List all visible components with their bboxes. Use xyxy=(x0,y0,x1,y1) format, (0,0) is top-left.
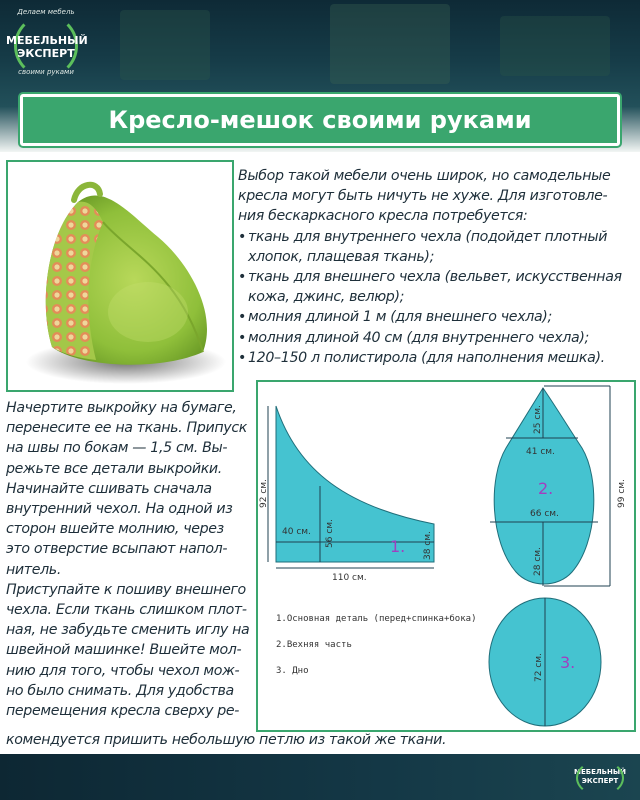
instruction-line: перемещения кресла сверху ре- xyxy=(6,703,240,720)
instruction-line: нитель. xyxy=(6,561,61,578)
page-title: Кресло-мешок своими руками xyxy=(108,106,532,134)
legend-item: 2.Вехняя часть xyxy=(276,640,352,650)
piece-2-top-label: 25 см. xyxy=(533,405,543,434)
footer-banner xyxy=(0,754,640,800)
footer-logo-ring-icon xyxy=(576,760,624,796)
list-item-text: ткань для внутреннего чехла (подойдет плотный xyxy=(248,228,608,245)
bean-bag-chair-image xyxy=(8,162,234,392)
list-item xyxy=(238,227,634,267)
materials-text xyxy=(238,166,634,368)
legend-item: 3. Дно xyxy=(276,666,309,676)
piece-2-lower-label: 28 см. xyxy=(533,547,543,576)
footer-logo-line1: МЕБЕЛЬНЫЙ xyxy=(574,768,626,776)
brand-logo[interactable] xyxy=(6,4,86,86)
bullet-icon: • xyxy=(238,349,247,366)
piece-2-number: 2. xyxy=(538,479,554,498)
instruction-line: сторон вшейте молнию, через xyxy=(6,521,224,538)
page-title-bar xyxy=(20,94,620,146)
footer-logo[interactable] xyxy=(570,760,630,796)
instruction-line: чехла. Если ткань слишком плот- xyxy=(6,602,247,619)
instruction-line: Начертите выкройку на бумаге, xyxy=(6,400,237,416)
instruction-line: нию для того, чтобы чехол мож- xyxy=(6,662,240,679)
pattern-drawing xyxy=(258,382,636,732)
intro-line: кресла могут быть ничуть не хуже. Для изготовле- xyxy=(238,188,608,205)
list-item-text: 120–150 л полистирола (для наполнения мешка). xyxy=(248,349,605,366)
background-shelf xyxy=(120,10,210,80)
bullet-icon: • xyxy=(238,309,247,326)
background-plants xyxy=(330,4,450,84)
instruction-line: швейной машинке! Вшейте мол- xyxy=(6,642,242,659)
list-item-text: молния длиной 40 см (для внутреннего чехла); xyxy=(248,329,589,346)
list-item-text: кожа, джинс, велюр); xyxy=(248,289,405,306)
instruction-line: это отверстие всыпают напол- xyxy=(6,541,228,558)
instruction-line: на швы по бокам — 1,5 см. Вы- xyxy=(6,440,228,457)
instruction-line: Начинайте сшивать сначала xyxy=(6,480,212,497)
piece-3-diameter-label: 72 см. xyxy=(534,653,544,682)
piece-1-bottom-label: 110 см. xyxy=(332,573,367,583)
background-shelf xyxy=(500,16,610,76)
list-item-text: молния длиной 1 м (для внешнего чехла); xyxy=(248,309,552,326)
instruction-line: перенесите ее на ткань. Припуск xyxy=(6,420,247,437)
piece-1-mid-label: 56 см. xyxy=(325,519,335,548)
bullet-icon: • xyxy=(238,269,247,286)
instruction-line: Приступайте к пошиву внешнего xyxy=(6,581,246,598)
intro-line: Выбор такой мебели очень широк, но самодельные xyxy=(238,168,611,184)
piece-1-right-label: 38 см. xyxy=(423,531,433,560)
instruction-line-final: комендуется пришить небольшую петлю из такой же ткани. xyxy=(6,732,447,748)
piece-2-upper-width: 41 см. xyxy=(526,447,555,457)
instruction-line: режьте все детали выкройки. xyxy=(6,460,222,477)
sewing-pattern-diagram xyxy=(256,380,636,732)
piece-1-shape xyxy=(276,406,434,562)
list-item xyxy=(238,348,634,368)
list-item xyxy=(238,307,634,327)
list-item-text: ткань для внешнего чехла (вельвет, искусственная xyxy=(248,269,622,286)
logo-tagline-bottom: своими руками xyxy=(18,68,74,76)
list-item-text: хлопок, плащевая ткань); xyxy=(248,248,434,265)
logo-name-line1: МЕБЕЛЬНЫЙ xyxy=(6,34,88,47)
logo-name-line2: ЭКСПЕРТ xyxy=(17,47,75,60)
header-banner xyxy=(0,0,640,152)
bullet-icon: • xyxy=(238,228,247,245)
bullet-icon: • xyxy=(238,329,247,346)
legend-item: 1.Основная деталь (перед+спинка+бока) xyxy=(276,614,477,624)
intro-line: ния бескаркасного кресла потребуется: xyxy=(238,208,528,225)
piece-2-total-label: 99 см. xyxy=(617,479,627,508)
piece-1-width-label: 40 см. xyxy=(282,527,311,537)
bean-bag-photo xyxy=(6,160,234,392)
list-item xyxy=(238,267,634,307)
footer-logo-line2: ЭКСПЕРТ xyxy=(581,777,619,785)
logo-tagline-top: Делаем мебель xyxy=(17,8,75,16)
piece-1-height-label: 92 см. xyxy=(259,479,269,508)
instruction-line: внутренний чехол. На одной из xyxy=(6,501,233,518)
piece-3-number: 3. xyxy=(560,653,576,672)
piece-2-mid-width: 66 см. xyxy=(530,509,559,519)
logo-name xyxy=(6,34,86,60)
instruction-line: но было снимать. Для удобства xyxy=(6,682,234,699)
instruction-line: ная, не забудьте сменить иглу на xyxy=(6,622,250,639)
piece-1-number: 1. xyxy=(390,537,406,556)
instructions-text xyxy=(6,398,264,721)
list-item xyxy=(238,328,634,348)
